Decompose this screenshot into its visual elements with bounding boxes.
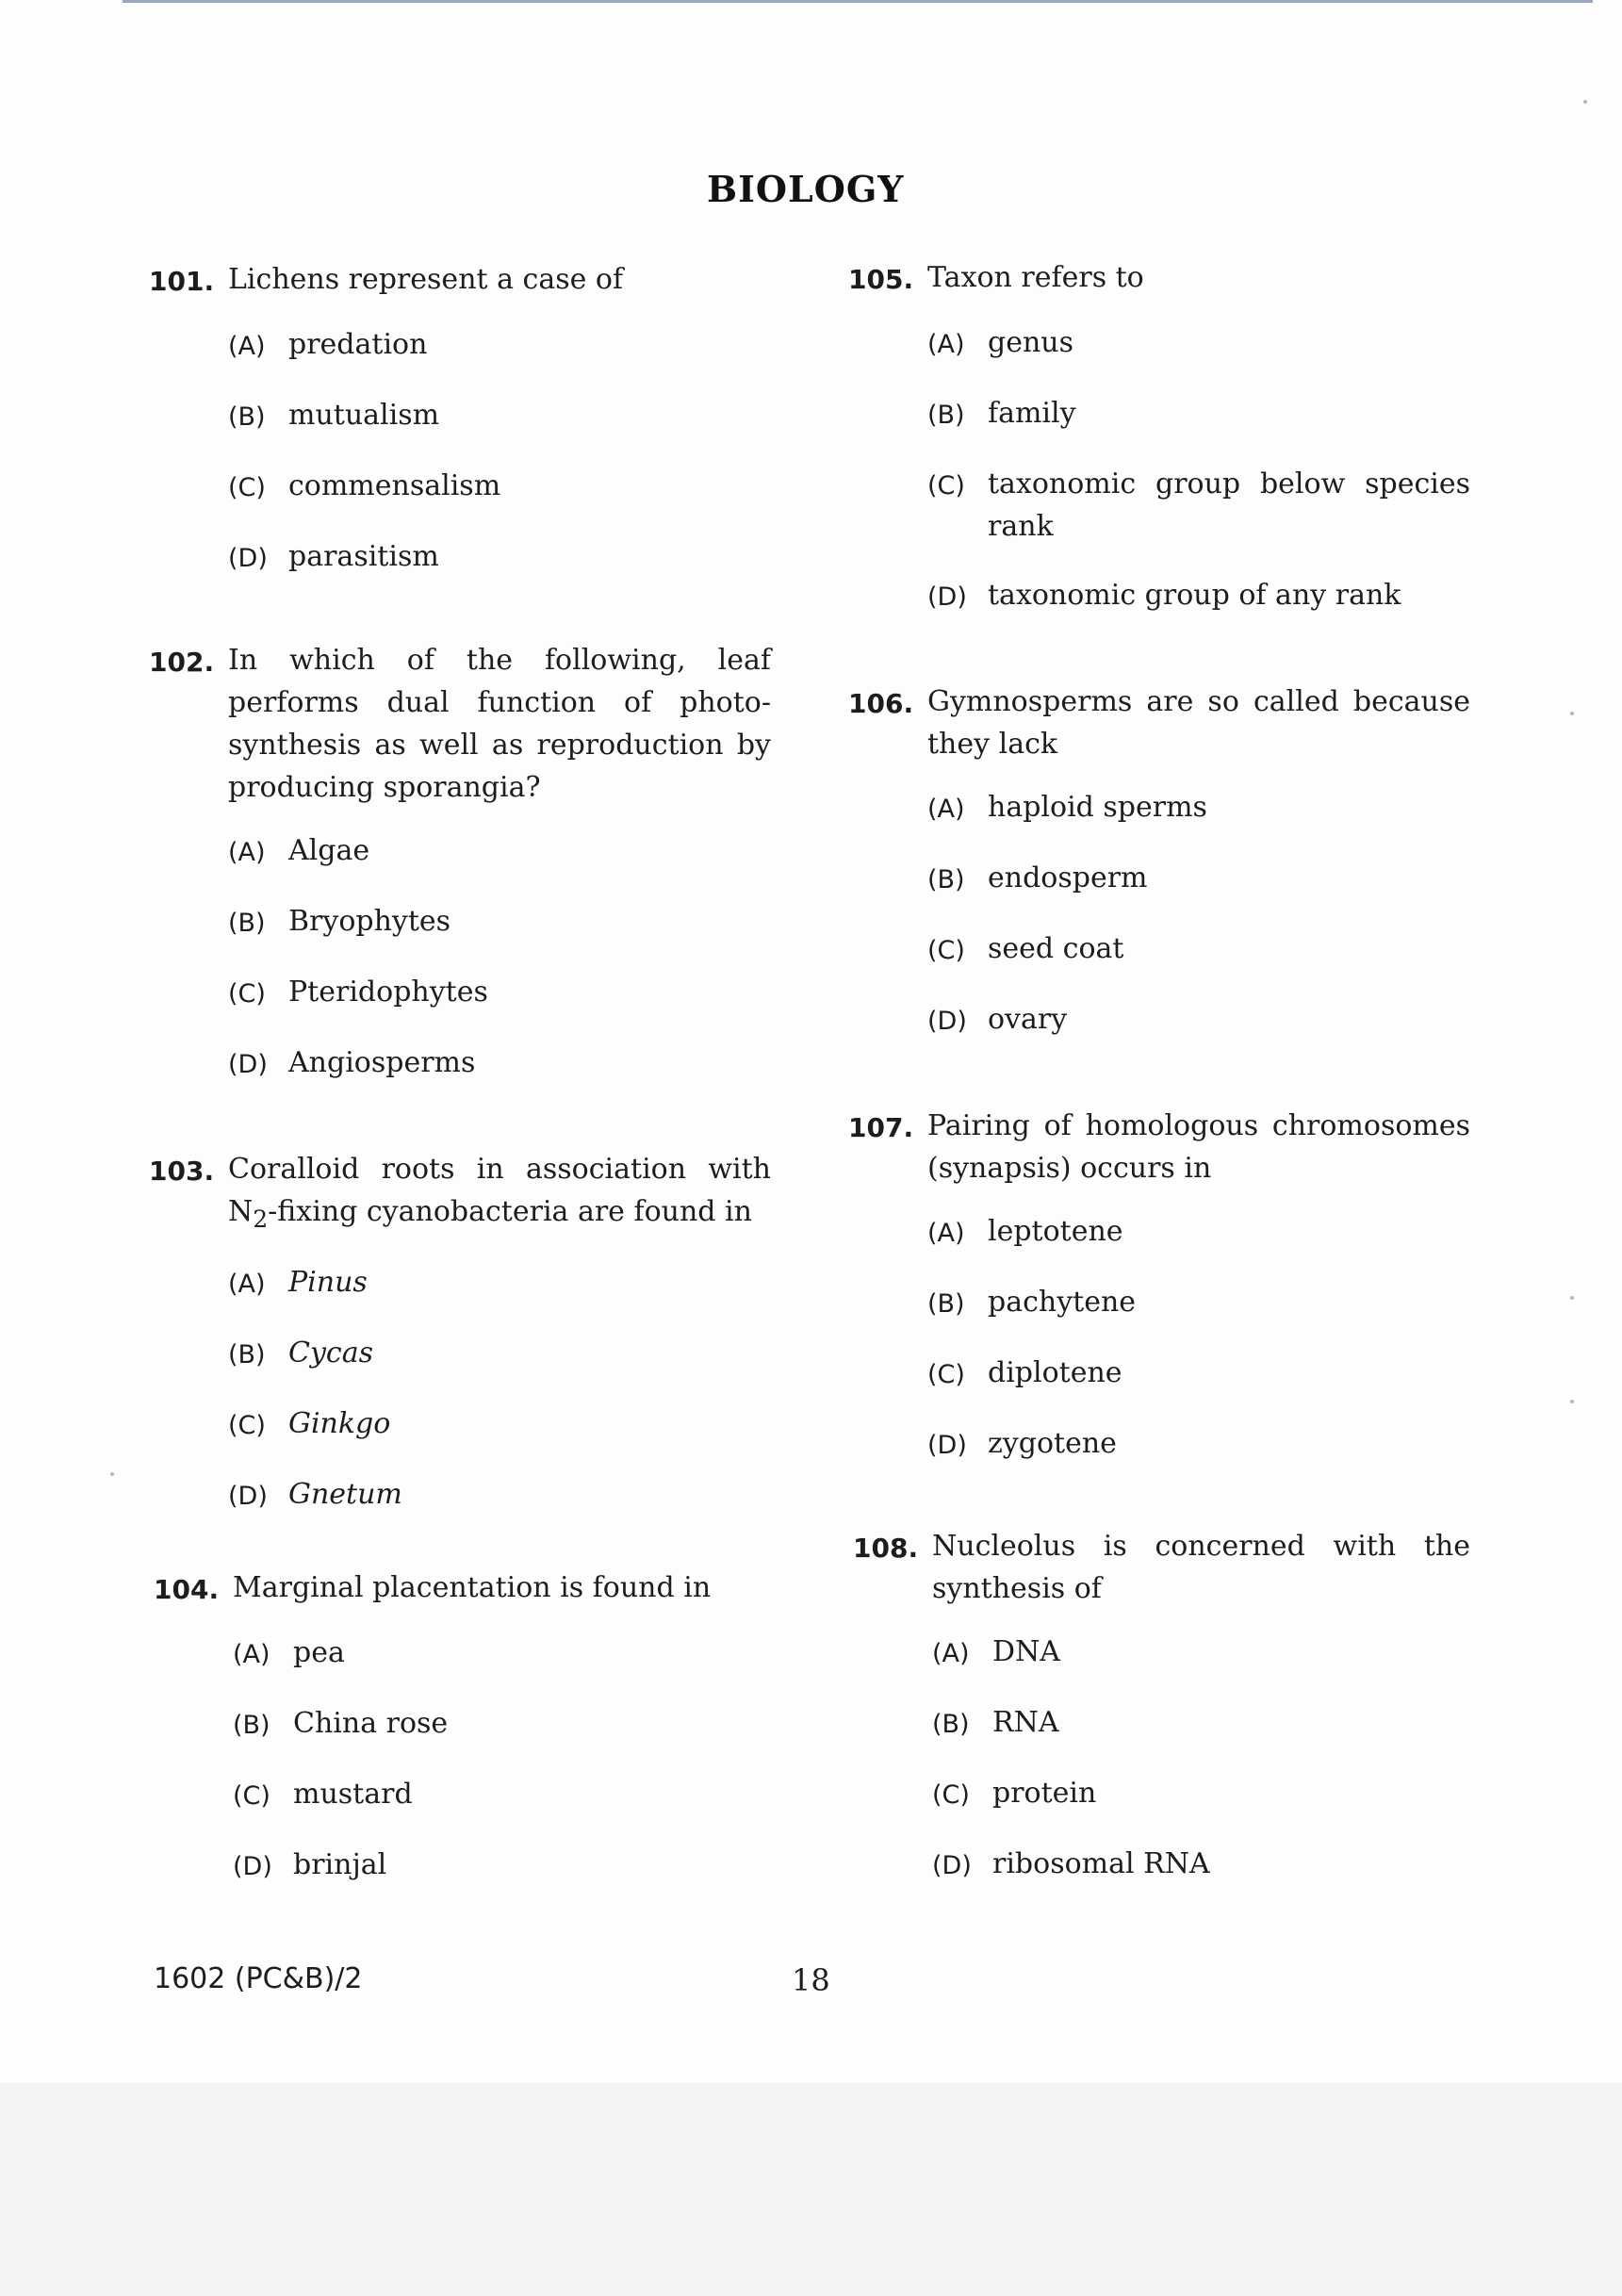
option-letter: (B) [228, 402, 266, 432]
option-letter: (B) [932, 1710, 970, 1739]
option-letter: (D) [233, 1852, 272, 1881]
page-bottom-margin [0, 2083, 1622, 2296]
option-a [228, 1261, 771, 1305]
option-letter: (A) [228, 1270, 266, 1299]
question-106 [848, 681, 1470, 1042]
question-text: Lichens represent a case of [228, 263, 624, 296]
option-text: Pinus [288, 1266, 368, 1299]
option-d [927, 998, 1470, 1042]
option-text: Cycas [288, 1337, 373, 1369]
option-letter: (A) [927, 330, 965, 359]
question-102 [149, 639, 771, 1086]
question-text: Taxon refers to [927, 261, 1144, 294]
option-b [228, 394, 771, 438]
option-letter: (A) [927, 795, 965, 824]
option-text: leptotene [988, 1215, 1123, 1248]
option-letter: (A) [233, 1640, 270, 1669]
option-letter: (D) [932, 1851, 972, 1880]
option-text: predation [288, 328, 428, 361]
option-c [233, 1773, 776, 1817]
question-text: Marginal placentation is found in [233, 1571, 712, 1604]
question-number: 104. [154, 1574, 220, 1605]
question-105 [848, 256, 1470, 618]
question-107 [848, 1105, 1470, 1467]
option-text: ribosomal RNA [992, 1847, 1210, 1880]
question-number: 103. [149, 1156, 215, 1187]
option-c [927, 927, 1470, 972]
option-b [233, 1702, 776, 1747]
option-a [228, 829, 771, 874]
option-d [927, 1422, 1470, 1467]
question-text: Pairing of homologous chromosomes (synapsis) occurs in [927, 1109, 1470, 1185]
option-text: China rose [293, 1707, 449, 1740]
question-text: Gymnosperms are so called because they lack [927, 685, 1470, 761]
option-text: pachytene [988, 1286, 1137, 1319]
option-d [228, 1041, 771, 1086]
option-letter: (C) [228, 473, 266, 502]
option-letter: (C) [228, 979, 266, 1009]
option-list [927, 321, 1470, 618]
option-letter: (C) [927, 936, 965, 965]
question-101 [149, 258, 771, 580]
option-letter: (B) [228, 1340, 266, 1369]
option-text: parasitism [288, 540, 439, 573]
option-letter: (B) [927, 865, 965, 894]
option-b [927, 857, 1470, 901]
option-letter: (D) [228, 1050, 268, 1079]
option-text: genus [988, 326, 1073, 359]
question-number: 108. [853, 1533, 919, 1564]
option-text: taxonomic group below species rank [988, 467, 1470, 543]
option-list [233, 1632, 776, 1888]
question-text [228, 1148, 771, 1240]
option-text: zygotene [988, 1427, 1117, 1460]
option-c [927, 463, 1470, 548]
option-text: RNA [992, 1706, 1059, 1739]
option-text: Algae [288, 834, 370, 867]
option-b [927, 1281, 1470, 1325]
question-number: 107. [848, 1112, 914, 1143]
option-letter: (C) [927, 471, 965, 500]
option-letter: (C) [927, 1360, 965, 1389]
option-a [932, 1631, 1470, 1675]
option-list [927, 1210, 1470, 1467]
option-letter: (D) [927, 582, 967, 612]
question-103 [149, 1148, 771, 1517]
option-list [927, 786, 1470, 1042]
scan-speck [1570, 1296, 1574, 1300]
option-a [228, 323, 771, 368]
option-letter: (A) [228, 332, 266, 361]
option-c [228, 465, 771, 509]
option-text: Bryophytes [288, 905, 451, 938]
option-text: endosperm [988, 861, 1148, 894]
option-text: commensalism [288, 469, 501, 502]
question-text: Nucleolus is concerned with the synthesis of [932, 1530, 1470, 1605]
question-text-part: Coralloid roots in association with N [228, 1153, 771, 1228]
option-text: mutualism [288, 399, 440, 432]
option-letter: (D) [927, 1431, 967, 1460]
scan-speck [1583, 100, 1587, 104]
option-letter: (A) [228, 838, 266, 867]
option-a [927, 1210, 1470, 1255]
option-letter: (B) [228, 909, 266, 938]
option-text: protein [992, 1777, 1097, 1810]
option-letter: (D) [228, 1482, 268, 1511]
option-list [932, 1631, 1470, 1887]
option-letter: (A) [932, 1639, 970, 1668]
option-c [927, 1352, 1470, 1396]
option-d [932, 1843, 1470, 1887]
option-text: Angiosperms [288, 1046, 476, 1079]
option-c [228, 971, 771, 1015]
option-text: Gnetum [288, 1478, 402, 1511]
option-b [228, 1332, 771, 1376]
option-letter: (C) [233, 1781, 270, 1811]
option-letter: (B) [927, 401, 965, 430]
option-list [228, 323, 771, 580]
option-letter: (D) [228, 544, 268, 573]
question-number: 105. [848, 264, 914, 295]
option-text: Pteridophytes [288, 976, 488, 1009]
scan-speck [110, 1472, 114, 1476]
question-number: 101. [149, 266, 215, 297]
option-list [228, 829, 771, 1086]
option-text: seed coat [988, 932, 1124, 965]
option-text: ovary [988, 1003, 1068, 1036]
question-text-part: -fixing cyanobacteria are found in [268, 1195, 752, 1228]
option-text: brinjal [293, 1848, 387, 1881]
question-108 [853, 1525, 1470, 1887]
option-text: family [988, 397, 1076, 430]
scan-speck [1570, 1400, 1574, 1403]
option-text: mustard [293, 1778, 413, 1811]
option-a [233, 1632, 776, 1676]
question-number: 106. [848, 688, 914, 719]
option-text: diplotene [988, 1356, 1122, 1389]
option-list [228, 1261, 771, 1517]
option-d [228, 535, 771, 580]
scan-speck [1570, 712, 1574, 715]
option-a [927, 321, 1470, 366]
option-c [228, 1402, 771, 1447]
option-letter: (C) [932, 1780, 970, 1810]
option-letter: (D) [927, 1007, 967, 1036]
option-letter: (B) [927, 1289, 965, 1319]
option-letter: (A) [927, 1219, 965, 1248]
option-a [927, 786, 1470, 830]
paper-code: 1602 (PC&B)/2 [154, 1962, 363, 1995]
option-text: haploid sperms [988, 791, 1207, 824]
subscript: 2 [253, 1205, 269, 1233]
option-c [932, 1772, 1470, 1816]
option-letter: (B) [233, 1711, 270, 1740]
option-b [927, 392, 1470, 436]
option-d [927, 574, 1470, 618]
question-104 [154, 1566, 776, 1888]
option-text: Ginkgo [288, 1407, 391, 1440]
section-heading: BIOLOGY [707, 168, 905, 210]
option-d [233, 1844, 776, 1888]
question-text: In which of the following, leaf performs dual function of photo-synthesis as well as reproduction by producing sporangia? [228, 644, 771, 804]
option-b [932, 1701, 1470, 1746]
option-text: taxonomic group of any rank [988, 579, 1401, 612]
option-d [228, 1473, 771, 1517]
option-b [228, 900, 771, 944]
page-number: 18 [792, 1962, 830, 1998]
option-text: DNA [992, 1635, 1060, 1668]
top-rule [123, 0, 1593, 3]
option-letter: (C) [228, 1411, 266, 1440]
question-number: 102. [149, 647, 215, 678]
option-text: pea [293, 1636, 345, 1669]
